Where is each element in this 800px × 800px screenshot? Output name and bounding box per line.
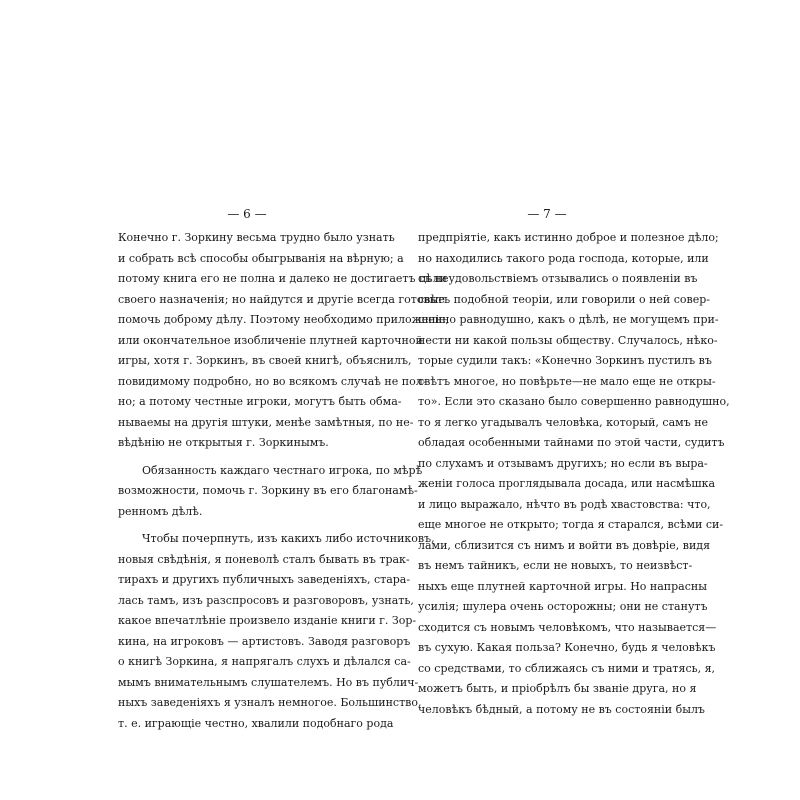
text-line: лами, сблизится съ нимъ и войти въ довѣріе, видя — [418, 538, 711, 552]
text-line: мымъ внимательнымъ слушателемъ. Но въ публич- — [118, 675, 419, 689]
text-line: своего назначенія; но найдутся и другіе всегда готовые — [118, 292, 445, 306]
paragraph-gap — [118, 454, 376, 461]
text-line: лась тамъ, изъ разспросовъ и разговоровъ, узнать, — [118, 593, 414, 607]
text-line: Чтобы почерпнуть, изъ какихъ либо источниковъ, — [142, 532, 435, 545]
text-line: помочь доброму дѣлу. Поэтому необходимо приложеніе, — [118, 313, 450, 326]
text-line: можетъ быть, и пріобрѣлъ бы званіе друга, но я — [418, 682, 697, 695]
text-line: то». Если это сказано было совершенно равнодушно, — [418, 395, 730, 408]
text-line: обладая особенными тайнами по этой части, судитъ — [418, 436, 725, 449]
text-line: и лицо выражало, нѣчто въ родѣ хвастовства: что, — [418, 497, 711, 511]
text-line: то я легко угадывалъ человѣка, который, самъ не — [418, 415, 709, 429]
text-line: сходится съ новымъ человѣкомъ, что называется— — [418, 620, 717, 634]
text-line: или окончательное изобличеніе плутней карточной — [118, 333, 423, 347]
text-line: въ сухую. Какая польза? Конечно, будь я человѣкъ — [418, 641, 716, 654]
text-line: какое впечатлѣніе произвело изданіе книги г. Зор- — [118, 614, 417, 627]
text-line: потому книга его не полна и далеко не достигаетъ цѣли — [118, 272, 448, 285]
text-line: нываемы на другія штуки, менѣе замѣтныя, по не- — [118, 415, 414, 429]
text-line: новыя свѣдѣнія, я поневолѣ сталъ бывать въ трак- — [118, 552, 410, 566]
text-line: усилія; шулера очень осторожны; они не станутъ — [418, 600, 708, 613]
text-line: ныхъ заведеніяхъ я узналъ немногое. Большинство, — [118, 696, 422, 709]
text-line: свѣтъ подобной теоріи, или говорили о ней совер- — [418, 292, 710, 306]
text-line: и собрать всѣ способы обыгрыванія на вѣрную; а — [118, 251, 404, 265]
text-line: еще многое не открыто; тогда я старался, всѣми си- — [418, 518, 724, 531]
text-line: тирахъ и другихъ публичныхъ заведеніяхъ, стара- — [118, 573, 411, 586]
text-line: ренномъ дѣлѣ. — [118, 504, 203, 518]
page-number-left: — 6 — — [227, 207, 267, 221]
text-line: нести ни какой пользы обществу. Случалось, нѣко- — [418, 333, 718, 347]
text-line: въ немъ тайникъ, если не новыхъ, то неизвѣст- — [418, 559, 693, 572]
text-line: человѣкъ бѣдный, а потому не въ состояніи былъ — [418, 702, 705, 716]
text-line: свѣтъ многое, но повѣрьте—не мало еще не откры- — [418, 374, 716, 388]
text-line: кина, на игроковъ — артистовъ. Заводя разговоръ — [118, 634, 411, 648]
left-page — [118, 200, 450, 734]
paragraph-gap — [118, 522, 376, 529]
text-line: шенно равнодушно, какъ о дѣлѣ, не могущемъ при- — [418, 313, 719, 326]
text-line: женіи голоса проглядывала досада, или насмѣшка — [418, 477, 716, 490]
text-line: возможности, помочь г. Зоркину въ его благонамѣ- — [118, 484, 418, 497]
text-line: Обязанность каждаго честнаго игрока, по мѣрѣ — [142, 463, 423, 477]
text-line: ныхъ еще плутней карточной игры. Но напрасны — [418, 579, 707, 593]
text-line: вѣдѣнію не открытыя г. Зоркинымъ. — [118, 436, 329, 449]
text-line: Конечно г. Зоркину весьма трудно было узнать — [118, 231, 395, 244]
text-line: игры, хотя г. Зоркинъ, въ своей книгѣ, объяснилъ, — [118, 354, 412, 367]
text-line: со средствами, то сближаясь съ ними и тратясь, я, — [418, 661, 716, 675]
right-page — [418, 200, 730, 720]
page-number-right: — 7 — — [527, 207, 567, 221]
text-line: торые судили такъ: «Конечно Зоркинъ пустилъ въ — [418, 354, 712, 367]
text-line: о книгѣ Зоркина, я напрягалъ слухъ и дѣлался са- — [118, 655, 411, 668]
text-line: но; а потому честные игроки, могутъ быть обма- — [118, 395, 402, 408]
text-line: т. е. играющіе честно, хвалили подобнаго рода — [118, 716, 394, 730]
text-line: но находились такого рода господа, которые, или — [418, 251, 709, 265]
text-line: повидимому подробно, но во всякомъ случаѣ не пол- — [118, 374, 427, 388]
text-line: предпріятіе, какъ истинно доброе и полезное дѣло; — [418, 231, 719, 244]
text-line: по слухамъ и отзывамъ другихъ; но если въ выра- — [418, 456, 708, 470]
text-line: съ неудовольствіемъ отзывались о появленіи въ — [418, 272, 698, 285]
